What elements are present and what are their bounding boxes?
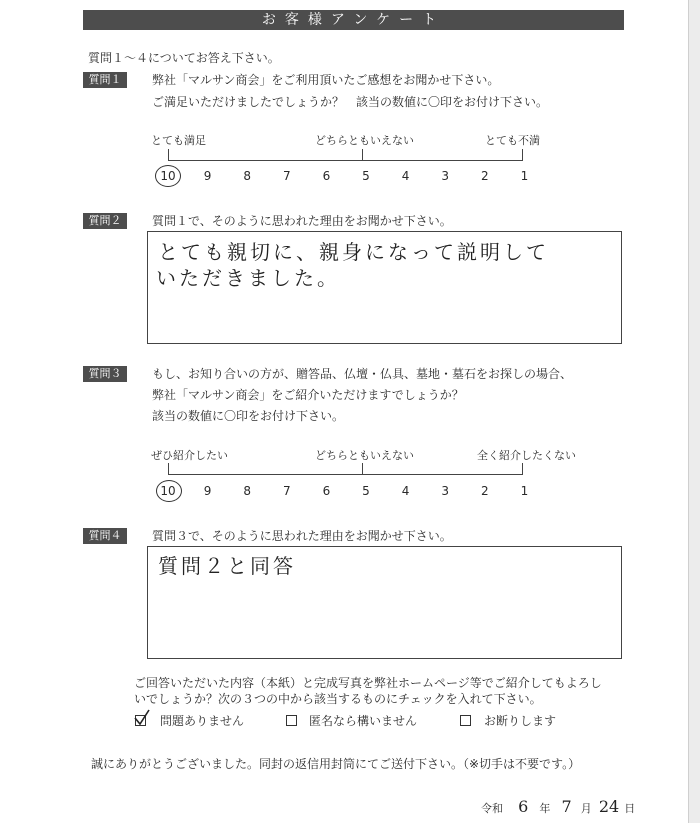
q3-scale-right-label: 全く紹介したくない [477, 449, 576, 462]
consent-checkbox-2[interactable] [286, 715, 297, 726]
q3-question-line2: 弊社「マルサン商会」をご紹介いただけますでしょうか？ [152, 388, 464, 402]
q3-rating-1[interactable]: 1 [520, 484, 529, 498]
page-title: お客様アンケート [83, 10, 624, 30]
q3-question-line3: 該当の数値に〇印をお付け下さい。 [152, 409, 345, 423]
q3-selected-circle [156, 480, 182, 502]
q1-question-line2: ご満足いただけましたでしょうか？ 該当の数値に〇印をお付け下さい。 [152, 95, 549, 109]
intro-text: 質問１〜４についてお答え下さい。 [88, 51, 280, 65]
date-month: 7 [561, 797, 572, 816]
q1-rating-1[interactable]: 1 [520, 169, 529, 183]
q3-scale-tick-mid [362, 463, 363, 474]
q2-answer-line1: とても親切に、親身になって説明して [158, 240, 549, 264]
date-month-unit: 月 [580, 802, 592, 815]
q1-selected-circle [155, 165, 181, 187]
q3-question-line1: もし、お知り合いの方が、贈答品、仏壇・仏具、墓地・墓石をお探しの場合、 [152, 367, 573, 381]
q1-label: 質問１ [83, 72, 127, 88]
q1-rating-6[interactable]: 6 [322, 169, 331, 183]
q3-scale-mid-label: どちらともいえない [315, 449, 414, 462]
q1-rating-2[interactable]: 2 [480, 169, 489, 183]
q1-scale-right-label: とても不満 [485, 134, 540, 147]
q1-scale-line [168, 160, 523, 161]
q1-rating-4[interactable]: 4 [401, 169, 410, 183]
q3-rating-6[interactable]: 6 [322, 484, 331, 498]
q1-scale-tick-mid [362, 149, 363, 160]
q1-scale-left-label: とても満足 [151, 134, 206, 147]
date-day: 24 [598, 797, 620, 816]
q3-scale-line [168, 474, 523, 475]
q1-rating-5[interactable]: 5 [362, 169, 370, 183]
q3-label: 質問３ [83, 366, 127, 382]
q3-scale-left-label: ぜひ紹介したい [151, 449, 228, 462]
q3-rating-8[interactable]: 8 [243, 484, 251, 498]
q1-scale-tick-right [522, 149, 523, 160]
q1-rating-10[interactable]: 10 [160, 169, 176, 183]
q1-rating-9[interactable]: 9 [203, 169, 212, 183]
q3-rating-2[interactable]: 2 [480, 484, 489, 498]
q3-rating-7[interactable]: 7 [282, 484, 291, 498]
q2-answer-line2: いただきました。 [156, 266, 340, 290]
q3-rating-10[interactable]: 10 [160, 484, 176, 498]
check-mark-icon [132, 708, 152, 728]
consent-line1: ご回答いただいた内容（本紙）と完成写真を弊社ホームページ等でご紹介してもよろし [134, 676, 602, 690]
q4-label: 質問４ [83, 528, 127, 544]
q1-scale-tick-left [168, 149, 169, 160]
q4-prompt: 質問３で、そのように思われた理由をお聞かせ下さい。 [152, 529, 452, 543]
consent-checkbox-3[interactable] [460, 715, 471, 726]
date-year-unit: 年 [539, 802, 551, 815]
q3-rating-4[interactable]: 4 [401, 484, 410, 498]
scan-edge [688, 0, 700, 823]
q1-question-line1: 弊社「マルサン商会」をご利用頂いたご感想をお聞かせ下さい。 [152, 73, 500, 87]
consent-line2: いでしょうか？次の３つの中から該当するものにチェックを入れて下さい。 [134, 692, 542, 706]
date-day-unit: 日 [624, 802, 636, 815]
q3-rating-5[interactable]: 5 [362, 484, 370, 498]
q2-prompt: 質問１で、そのように思われた理由をお聞かせ下さい。 [152, 214, 452, 228]
q4-answer: 質問２と同答 [158, 554, 296, 578]
consent-option-2: 匿名なら構いません [309, 714, 418, 728]
consent-option-1: 問題ありません [160, 714, 245, 728]
consent-option-3: お断りします [484, 714, 557, 728]
date-year: 6 [518, 797, 529, 816]
q1-rating-8[interactable]: 8 [243, 169, 251, 183]
q1-scale-mid-label: どちらともいえない [315, 134, 414, 147]
q1-rating-7[interactable]: 7 [282, 169, 291, 183]
q1-rating-3[interactable]: 3 [441, 169, 449, 183]
q3-rating-3[interactable]: 3 [441, 484, 449, 498]
q3-rating-9[interactable]: 9 [203, 484, 212, 498]
date-row [481, 797, 635, 817]
thanks-text: 誠にありがとうございました。同封の返信用封筒にてご送付下さい。（※切手は不要です。） [91, 757, 581, 771]
q3-scale-tick-right [522, 463, 523, 474]
q2-label: 質問２ [83, 213, 127, 229]
date-era: 令和 [481, 802, 503, 815]
q3-scale-tick-left [168, 463, 169, 474]
